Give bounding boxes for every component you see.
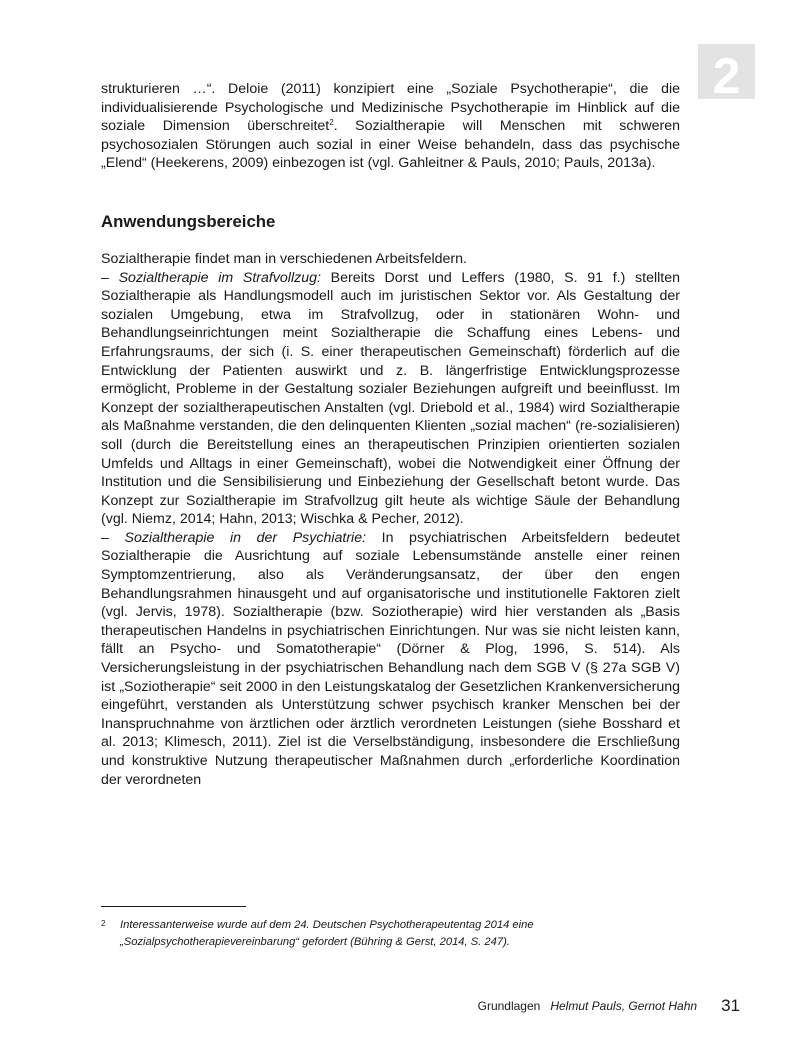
list-item-text: Bereits Dorst und Leffers (1980, S. 91 f.) stellten Sozialtherapie als Handlungsmodell auch im juristischen Sektor vor. Als Gestaltung der sozialen Umgebung, etwa im Strafvollzug, oder in stationären Wohn- und Behandlungseinrichtungen meint Sozialtherapie die Schaffung eines Lebens- und Erfahrungsraums, der sich (i. S. einer therapeutischen Gemeinschaft) förderlich auf die Entwicklung der Patienten auswirkt und z. B. längerfristige Entwicklungsprozesse ermöglicht, Probleme in der Gestaltung sozialer Beziehungen aufgreift und beeinflusst. Im Konzept der sozialtherapeutischen Anstalten (vgl. Driebold et al., 1984) wird Sozialtherapie als Maßnahme verstanden, die den delinquenten Klienten „sozial machen“ (re-sozialisieren) soll (durch die Bereitstellung eines an therapeutischen Prinzipien orientierten sozialen Umfelds und Alltags in einer Gemeinschaft), wobei die Notwendigkeit einer Öffnung der Institution und die Sensibilisierung und Einbeziehung der Gesellschaft betont wurde. Das Konzept zur Sozialtherapie im Strafvollzug gilt heute als wichtige Säule der Behandlung (vgl. Niemz, 2014; Hahn, 2013; Wischka & Pecher, 2012). (101, 269, 680, 528)
list-item-title: Sozialtherapie im Strafvollzug: (118, 269, 321, 286)
list-item-psychiatrie (101, 529, 680, 789)
list-item-strafvollzug (101, 269, 680, 529)
footnote-text: Interessanterweise wurde auf dem 24. Deutschen Psychotherapeutentag 2014 eine „Sozialpsychotherapievereinbarung“ gefordert (Bühring & Gerst, 2014, S. 247). (120, 919, 534, 948)
list-dash: – (101, 529, 125, 546)
list-dash: – (101, 269, 119, 286)
intro-paragraph (101, 80, 680, 173)
footnote (101, 917, 680, 951)
intro-text-part1: strukturieren …“. Deloie (2011) konzipiert eine „Soziale Psychotherapie“, die die individualisierende Psychologische und Medizinische Psychotherapie im Hinblick auf die soziale Dimension überschreitet (101, 81, 680, 135)
section-intro-line: Sozialtherapie findet man in verschiedenen Arbeitsfeldern. (101, 250, 467, 267)
intro-text-part2: . Sozialtherapie will Menschen mit schweren psychosozialen Störungen auch sozial in einer Weise behandeln, dass das psychische „Elend“ (Heekerens, 2009) einbezogen ist (vgl. Gahleitner & Pauls, 2010; Pauls, 2013a). (101, 118, 680, 172)
footnote-mark: 2 (101, 919, 106, 928)
footer-section: Grundlagen (477, 999, 541, 1013)
page-number: 31 (721, 996, 740, 1015)
chapter-number-tab: 2 (698, 44, 755, 99)
list-item-text: In psychiatrischen Arbeitsfeldern bedeutet Sozialtherapie die Ausrichtung auf soziale Lebensumstände anstelle einer reinen Symptomzentrierung, also als Veränderungsansatz, der über den engen Behandlungsrahmen hinausgeht und auf organisatorische und institutionelle Faktoren zielt (vgl. Jervis, 1978). Sozialtherapie (bzw. Soziotherapie) wird hier verstanden als „Basis therapeutischen Handelns in psychiatrischen Einrichtungen. Nur was sie nicht leisten kann, fällt an Psycho- und Somatotherapie“ (Dörner & Plog, 1996, S. 514). Als Versicherungsleistung in der psychiatrischen Behandlung nach dem SGB V (§ 27a SGB V) ist „Soziotherapie“ seit 2000 in den Leistungskatalog der Gesetzlichen Krankenversicherung eingeführt, verstanden als Unterstützung schwer psychisch kranker Menschen bei der Inanspruchnahme von ärztlichen oder ärztlich verordneten Leistungen (siehe Bosshard et al. 2013; Klimesch, 2011). Ziel ist die Verselbständigung, insbesondere die Erschließung und konstruktive Nutzung therapeutischer Maßnahmen durch „erforderliche Koordination der verordneten (101, 529, 680, 788)
footnote-separator (101, 906, 246, 907)
footer-authors: Helmut Pauls, Gernot Hahn (550, 999, 698, 1013)
section-heading: Anwendungsbereiche (101, 211, 276, 231)
main-text (101, 80, 680, 789)
page-footer (420, 998, 740, 1014)
footnote-reference: 2 (329, 118, 334, 128)
list-item-title: Sozialtherapie in der Psychiatrie: (124, 529, 367, 546)
